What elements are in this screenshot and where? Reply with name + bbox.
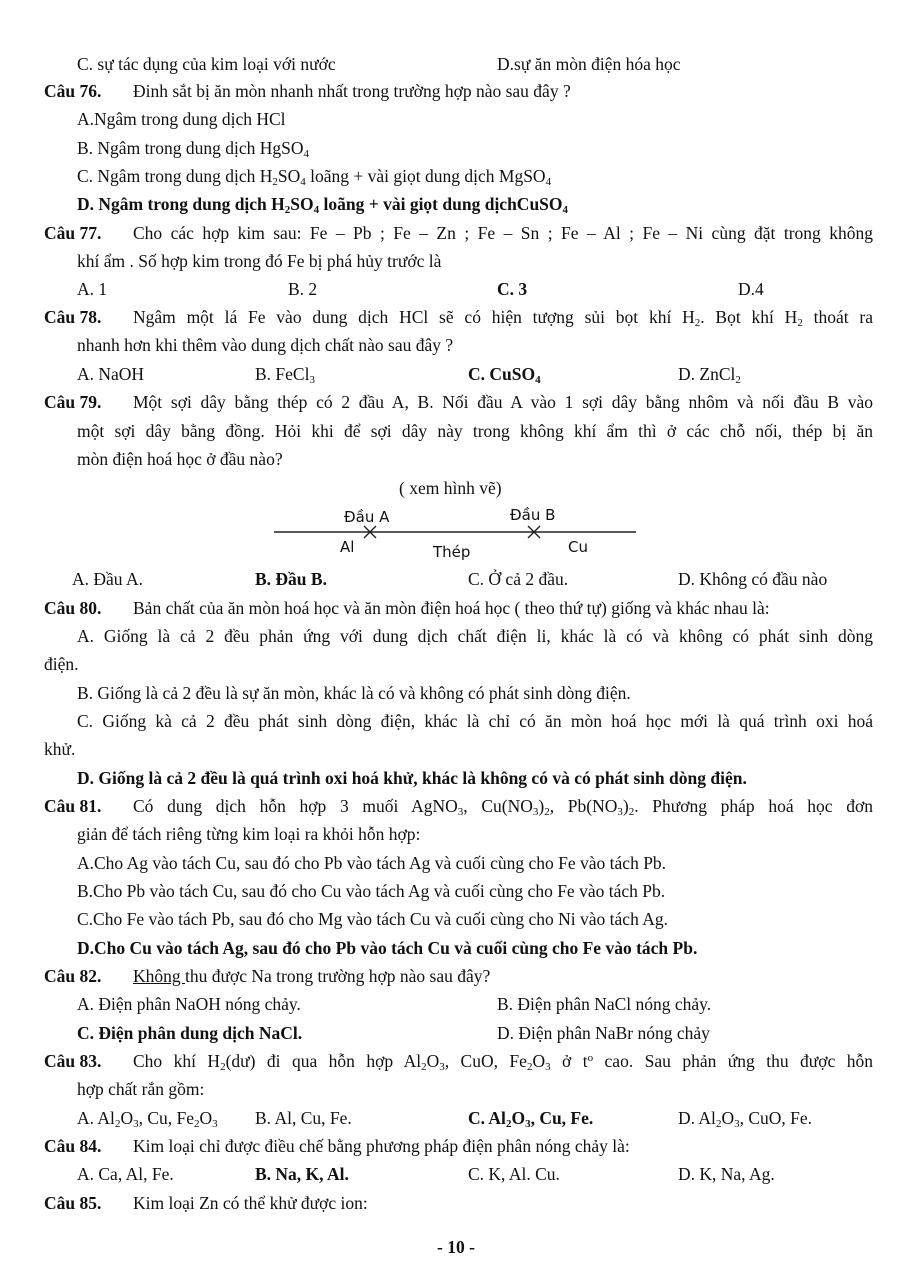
q81-option-b: B.Cho Pb vào tách Cu, sau đó cho Cu vào tách Ag và cuối cùng cho Fe vào tách Pb.	[77, 881, 666, 901]
q77-text-line1: Cho các hợp kim sau: Fe – Pb ; Fe – Zn ; Fe – Sn ; Fe – Al ; Fe – Ni cùng đặt trong không	[133, 223, 873, 243]
q80-option-a-line2: điện.	[44, 654, 79, 674]
q78-text-line2: nhanh hơn khi thêm vào dung dịch chất nào sau đây ?	[77, 335, 454, 355]
q84-option-a: A. Ca, Al, Fe.	[77, 1164, 174, 1184]
q79-option-a: A. Đầu A.	[72, 569, 143, 589]
q79-text-line1: Một sợi dây bằng thép có 2 đầu A, B. Nối đầu A vào 1 sợi dây bằng nhôm và nối đầu B vào	[133, 392, 873, 412]
q76-option-b: B. Ngâm trong dung dịch HgSO$_4$	[77, 138, 310, 160]
q80-number: Câu 80.	[44, 598, 102, 618]
q84-option-d: D. K, Na, Ag.	[678, 1164, 775, 1184]
q76-option-c: C. Ngâm trong dung dịch $H_2SO_4$ loãng + vài giọt dung dịch MgSO$_4$	[77, 166, 552, 188]
q75-option-c: C. sự tác dụng của kim loại với nước	[77, 54, 336, 74]
q80-option-b: B. Giống là cả 2 đều là sự ăn mòn, khác là có và không có phát sinh dòng điện.	[77, 683, 631, 703]
q79-wire-figure	[270, 500, 640, 564]
q84-option-c: C. K, Al. Cu.	[468, 1164, 560, 1184]
q81-text-line2: giản để tách riêng từng kim loại ra khỏi hỗn hợp:	[77, 824, 421, 844]
q80-option-d-answer: D. Giống là cả 2 đều là quá trình oxi hoá khử, khác là không có và có phát sinh dòng điện.	[77, 768, 747, 788]
q83-option-c-answer: C. $Al_2O_3$, Cu, Fe.	[468, 1108, 594, 1130]
q77-option-c-answer: C. 3	[497, 279, 528, 299]
q85-text: Kim loại Zn có thể khử được ion:	[133, 1193, 368, 1213]
q79-option-d: D. Không có đầu nào	[678, 569, 828, 589]
q78-text-line1: Ngâm một lá Fe vào dung dịch HCl sẽ có hiện tượng sủi bọt khí $H_2$. Bọt khí $H_2$ thoát ra	[133, 307, 873, 329]
q76-text: Đinh sắt bị ăn mòn nhanh nhất trong trường hợp nào sau đây ?	[133, 81, 571, 101]
figure-label-end-a: Đầu A	[344, 508, 390, 526]
q82-option-d: D. Điện phân NaBr nóng chảy	[497, 1023, 710, 1043]
q78-option-b: B. FeCl$_3$	[255, 364, 315, 386]
q75-option-d: D.sự ăn mòn điện hóa học	[497, 54, 681, 74]
figure-label-cu: Cu	[568, 538, 588, 556]
q77-option-b: B. 2	[288, 279, 318, 299]
q81-option-c: C.Cho Fe vào tách Pb, sau đó cho Mg vào tách Cu và cuối cùng cho Ni vào tách Ag.	[77, 909, 669, 929]
q84-option-b-answer: B. Na, K, Al.	[255, 1164, 349, 1184]
q80-option-c-line1: C. Giống kà cả 2 đều phát sinh dòng điện, khác là chỉ có ăn mòn hoá học mới là quá trình oxi hoá	[77, 711, 873, 731]
q79-figure-caption: ( xem hình vẽ)	[399, 478, 502, 498]
q79-option-b-answer: B. Đầu B.	[255, 569, 327, 589]
q77-number: Câu 77.	[44, 223, 102, 243]
q76-number: Câu 76.	[44, 81, 102, 101]
q83-number: Câu 83.	[44, 1051, 102, 1071]
q83-option-b: B. Al, Cu, Fe.	[255, 1108, 352, 1128]
q81-option-a: A.Cho Ag vào tách Cu, sau đó cho Pb vào tách Ag và cuối cùng cho Fe vào tách Pb.	[77, 853, 667, 873]
q79-number: Câu 79.	[44, 392, 102, 412]
q79-text-line3: mòn điện hoá học ở đầu nào?	[77, 449, 283, 469]
q79-text-line2: một sợi dây bằng đồng. Hỏi khi để sợi dây này trong không khí ẩm thì ở các chỗ nối, thép bị ăn	[77, 421, 873, 441]
q82-text: Không thu được Na trong trường hợp nào sau đây?	[133, 966, 491, 986]
q85-number: Câu 85.	[44, 1193, 102, 1213]
q83-option-d: D. $Al_2O_3$, CuO, Fe.	[678, 1108, 813, 1130]
q83-option-a: A. $Al_2O_3$, Cu, $Fe_2O_3$	[77, 1108, 218, 1130]
q78-number: Câu 78.	[44, 307, 102, 327]
q79-option-c: C. Ở cả 2 đầu.	[468, 569, 569, 589]
q84-text: Kim loại chỉ được điều chế bằng phương pháp điện phân nóng chảy là:	[133, 1136, 630, 1156]
q78-option-a: A. NaOH	[77, 364, 145, 384]
q81-text-line1: Có dung dịch hỗn hợp 3 muối AgNO$_3$, $Cu(NO_3)_2$, $Pb(NO_3)_2$. Phương pháp hoá học đơn	[133, 796, 874, 818]
q77-text-line2: khí ẩm . Số hợp kim trong đó Fe bị phá hủy trước là	[77, 251, 442, 271]
q77-option-d: D.4	[738, 279, 764, 299]
figure-label-steel: Thép	[433, 543, 471, 561]
q83-text-line1: Cho khí $H_2(dư)$ đi qua hỗn hợp $Al_2O_3$, CuO, $Fe_2O_3$ ở $t^o$ cao. Sau phản ứng thu được hỗn	[133, 1051, 873, 1073]
q84-number: Câu 84.	[44, 1136, 102, 1156]
q82-number: Câu 82.	[44, 966, 102, 986]
page-number: - 10 -	[437, 1237, 475, 1257]
q80-option-a-line1: A. Giống là cả 2 đều phản ứng với dung dịch chất điện li, khác là có và không có phát sinh dòng	[77, 626, 873, 646]
q82-option-b: B. Điện phân NaCl nóng chảy.	[497, 994, 712, 1014]
q80-option-c-line2: khử.	[44, 739, 76, 759]
q81-option-d-answer: D.Cho Cu vào tách Ag, sau đó cho Pb vào tách Cu và cuối cùng cho Fe vào tách Pb.	[77, 938, 698, 958]
q80-text: Bản chất của ăn mòn hoá học và ăn mòn điện hoá học ( theo thứ tự) giống và khác nhau là:	[133, 598, 770, 618]
q78-option-c-answer: C. CuSO$_4$	[468, 364, 541, 386]
figure-label-end-b: Đầu B	[510, 506, 556, 524]
q81-number: Câu 81.	[44, 796, 102, 816]
q82-option-a: A. Điện phân NaOH nóng chảy.	[77, 994, 301, 1014]
q78-option-d: D. ZnCl$_2$	[678, 364, 741, 386]
q76-option-a: A.Ngâm trong dung dịch HCl	[77, 109, 286, 129]
q77-option-a: A. 1	[77, 279, 108, 299]
q83-text-line2: hợp chất rắn gồm:	[77, 1079, 205, 1099]
q82-option-c-answer: C. Điện phân dung dịch NaCl.	[77, 1023, 303, 1043]
q76-option-d-answer: D. Ngâm trong dung dịch $H_2SO_4$ loãng + vài giọt dung dịchCuSO$_4$	[77, 194, 569, 216]
figure-label-al: Al	[340, 538, 355, 556]
